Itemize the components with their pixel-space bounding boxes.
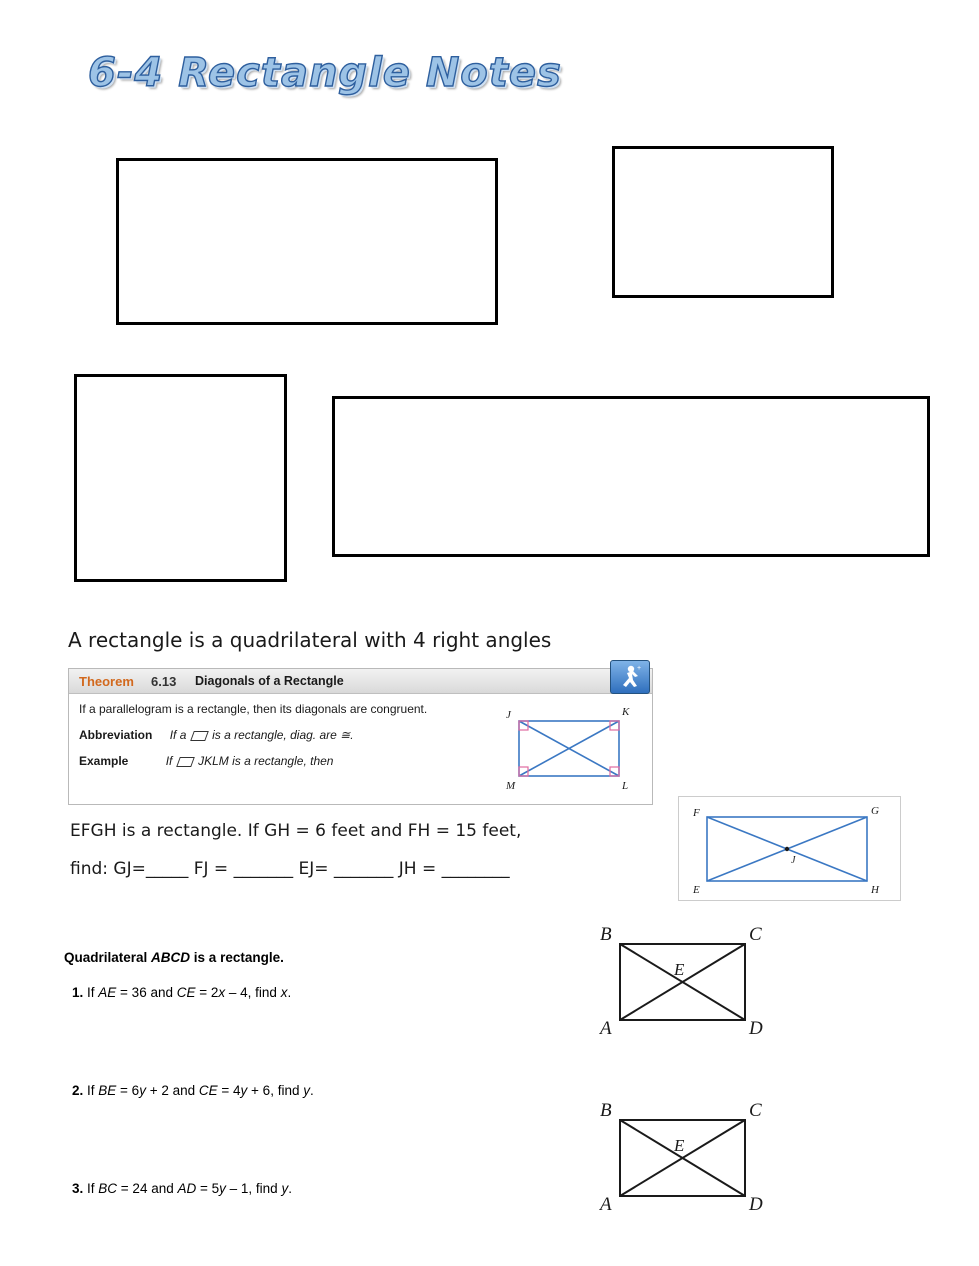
practice-item-text: – 4, find: [225, 985, 281, 1000]
label-F: F: [693, 807, 700, 819]
practice-item-number: 3.: [72, 1181, 84, 1196]
efgh-svg: [679, 797, 900, 900]
label-B: B: [600, 924, 612, 945]
efgh-figure: [678, 796, 901, 901]
example-text-1: If: [165, 754, 173, 768]
efgh-line-2: find: GJ=_____ FJ = _______ EJ= _______ JH = ________: [70, 859, 510, 879]
label-M: M: [506, 780, 516, 789]
practice-item-text: AE: [98, 985, 117, 1000]
practice-item-text: – 1, find: [225, 1181, 282, 1196]
practice-item-text: x: [218, 985, 226, 1000]
note-box-1[interactable]: [116, 158, 498, 325]
practice-item-text: = 6: [116, 1083, 140, 1098]
runner-icon: [610, 660, 650, 694]
theorem-panel: [68, 668, 653, 805]
theorem-label: Theorem: [79, 674, 134, 689]
parallelogram-icon: [190, 731, 209, 741]
page-title: 6-4 Rectangle Notes: [88, 50, 562, 96]
theorem-statement: If a parallelogram is a rectangle, then its diagonals are congruent.: [79, 702, 428, 716]
abbreviation-text-2: is a rectangle, diag. are ≅.: [212, 728, 354, 742]
abcd-svg-1: [592, 922, 777, 1040]
svg-text:+: +: [637, 665, 642, 672]
practice-item-text: CE: [176, 985, 196, 1000]
label-D: D: [749, 1018, 763, 1039]
practice-item-text: y: [303, 1083, 310, 1098]
label-G: G: [871, 805, 879, 817]
label-E: E: [693, 884, 700, 896]
abcd-figure-2: [592, 1098, 777, 1216]
label-A: A: [600, 1018, 612, 1039]
practice-item-text: .: [287, 985, 292, 1000]
jklm-figure: [494, 699, 644, 789]
abbreviation-label: Abbreviation: [79, 728, 153, 742]
example-text-2: JKLM is a rectangle, then: [198, 754, 334, 768]
practice-heading-abcd: ABCD: [151, 950, 191, 965]
label-C: C: [749, 1100, 762, 1121]
practice-item-text: x: [280, 985, 288, 1000]
label-D: D: [749, 1194, 763, 1215]
practice-heading-part2: is a rectangle.: [190, 950, 284, 965]
label-B: B: [600, 1100, 612, 1121]
label-K: K: [622, 706, 630, 718]
practice-item-text: = 36 and: [116, 985, 177, 1000]
label-A: A: [600, 1194, 612, 1215]
example-label: Example: [79, 754, 129, 768]
practice-item-text: .: [288, 1181, 292, 1196]
label-J: J: [506, 709, 511, 721]
label-E: E: [674, 1136, 685, 1155]
practice-item-text: + 6, find: [247, 1083, 304, 1098]
practice-item-text: If: [83, 1181, 99, 1196]
practice-item-3: [72, 1181, 292, 1196]
theorem-number: 6.13: [151, 674, 177, 689]
note-box-2[interactable]: [612, 146, 834, 298]
practice-item-text: = 5: [196, 1181, 220, 1196]
practice-item-text: If: [83, 985, 99, 1000]
parallelogram-icon-2: [176, 757, 195, 767]
note-box-3[interactable]: [74, 374, 287, 582]
practice-item-text: y: [240, 1083, 248, 1098]
abbreviation-text-1: If a: [169, 728, 187, 742]
label-J: J: [791, 855, 796, 866]
efgh-line-1: EFGH is a rectangle. If GH = 6 feet and FH = 15 feet,: [70, 821, 522, 841]
practice-heading: [64, 950, 284, 965]
practice-item-text: BE: [98, 1083, 117, 1098]
practice-item-text: .: [309, 1083, 314, 1098]
practice-item-text: BC: [98, 1181, 118, 1196]
abcd-figure-1: [592, 922, 777, 1040]
label-L: L: [622, 780, 629, 789]
practice-item-number: 1.: [72, 985, 84, 1000]
theorem-abbreviation-row: [79, 728, 354, 742]
practice-item-text: CE: [198, 1083, 218, 1098]
label-C: C: [749, 924, 762, 945]
practice-item-text: + 2 and: [145, 1083, 199, 1098]
practice-item-text: y: [219, 1181, 226, 1196]
theorem-name: Diagonals of a Rectangle: [195, 674, 344, 688]
practice-item-2: [72, 1083, 314, 1098]
practice-item-number: 2.: [72, 1083, 84, 1098]
practice-item-text: = 4: [217, 1083, 241, 1098]
practice-item-text: If: [83, 1083, 99, 1098]
practice-item-text: y: [139, 1083, 146, 1098]
practice-item-1: [72, 985, 291, 1000]
efgh-problem: [70, 812, 521, 888]
practice-item-text: = 24 and: [117, 1181, 178, 1196]
practice-item-text: = 2: [195, 985, 219, 1000]
label-H: H: [871, 884, 879, 896]
runner-glyph: [611, 661, 649, 693]
note-box-4[interactable]: [332, 396, 930, 557]
practice-heading-part1: Quadrilateral: [64, 950, 152, 965]
practice-item-text: AD: [177, 1181, 197, 1196]
rectangle-definition: A rectangle is a quadrilateral with 4 right angles: [68, 628, 552, 652]
practice-item-text: y: [281, 1181, 289, 1196]
abcd-svg-2: [592, 1098, 777, 1216]
label-E: E: [674, 960, 685, 979]
theorem-example-row: [79, 754, 333, 768]
